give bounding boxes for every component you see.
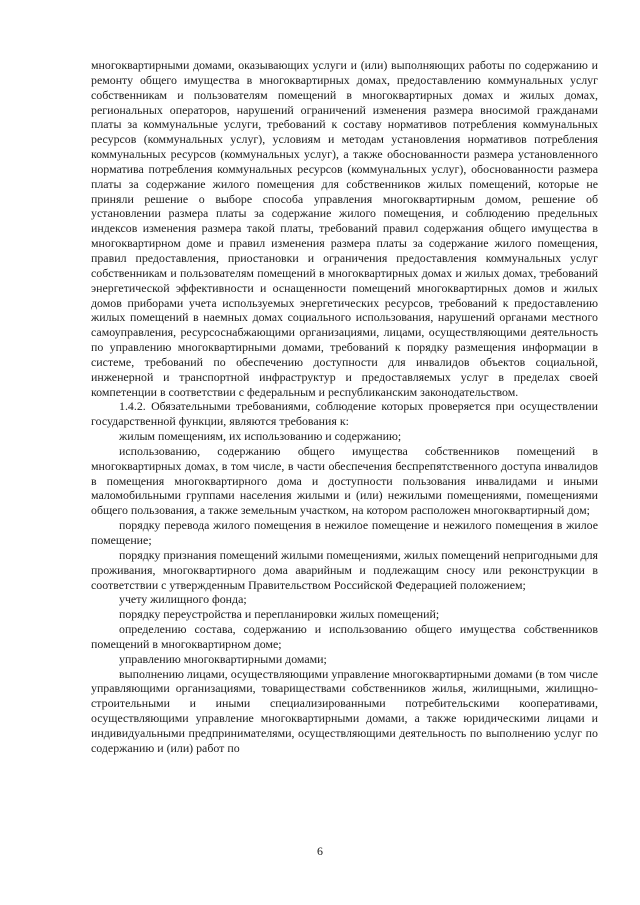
paragraph-11: выполнению лицами, осуществляющими управление многоквартирными домами (в том числе управляющими организациями, товариществами собственников жилья, жилищными, жилищно-строительными и иными специализированными потребительскими кооперативами, осуществляющими управление многоквартирными домами, а также юридическими лицами и индивидуальными предпринимателями, осуществляющими деятельность по выполнению услуг по содержанию и (или) работ по xyxy=(91,666,598,755)
body-text xyxy=(91,58,598,756)
paragraph-1: многоквартирными домами, оказывающих услуги и (или) выполняющих работы по содержанию и ремонту общего имущества в многоквартирных домах, предоставлению коммунальных услуг собственникам и пользователям помещений в многоквартирных домах и жилых домах, региональных операторов, нарушений ограничений изменения размера вносимой гражданами платы за коммунальные услуги, требований к составу нормативов потребления коммунальных ресурсов (коммунальных услуг), условиям и методам установления нормативов потребления коммунальных ресурсов (коммунальных услуг), а также обоснованности размера установленного норматива потребления коммунальных ресурсов (коммунальных услуг), обоснованности размера платы за содержание жилого помещения для собственников жилых помещений, которые не приняли решение о выборе способа управления многоквартирным домом, решение об установлении размера платы за содержание жилого помещения, и соблюдению предельных индексов изменения размера такой платы, требований правил содержания общего имущества в многоквартирном доме и правил изменения размера платы за содержание жилого помещения, правил предоставления, приостановки и ограничения предоставления коммунальных услуг собственникам и пользователям помещений в многоквартирных домах и жилых домах, требований энергетической эффективности и оснащенности помещений многоквартирных домов и жилых домов приборами учета используемых энергетических ресурсов, требований к предоставлению жилых помещений в наемных домах социального использования, нарушений органами местного самоуправления, ресурсоснабжающими организациями, лицами, осуществляющими деятельность по управлению многоквартирными домами, требований к порядку размещения информации в системе, требований по обеспечению доступности для инвалидов объектов социальной, инженерной и транспортной инфраструктур и предоставляемых услуг в пределах своей компетенции в соответствии с федеральным и республиканским законодательством. xyxy=(91,58,598,399)
paragraph-7: учету жилищного фонда; xyxy=(119,592,247,607)
paragraph-5: порядку перевода жилого помещения в нежилое помещение и нежилого помещения в жилое помещение; xyxy=(91,518,598,547)
paragraph-3: жилым помещениям, их использованию и содержанию; xyxy=(119,429,402,444)
paragraph-8: порядку переустройства и перепланировки жилых помещений; xyxy=(119,607,440,622)
paragraph-4: использованию, содержанию общего имущества собственников помещений в многоквартирных домах, в том числе, в части обеспечения беспрепятственного доступа инвалидов в помещения многоквартирного дома и доступности пользования инвалидами и иными маломобильными группами населения жилыми и (или) нежилыми помещениями, помещениями общего пользования, а также земельным участком, на котором расположен многоквартирный дом; xyxy=(91,443,598,518)
paragraph-10: управлению многоквартирными домами; xyxy=(119,651,327,666)
paragraph-2: 1.4.2. Обязательными требованиями, соблюдение которых проверяется при осуществлении государственной функции, являются требования к: xyxy=(91,399,598,429)
paragraph-6: порядку признания помещений жилыми помещениями, жилых помещений непригодными для проживания, многоквартирного дома аварийным и подлежащим сносу или реконструкции в соответствии с утвержденным Правительством Российской Федерацией положением; xyxy=(91,547,598,592)
paragraph-9: определению состава, содержанию и использованию общего имущества собственников помещений в многоквартирном доме; xyxy=(91,622,598,651)
page-number: 6 xyxy=(317,844,323,858)
